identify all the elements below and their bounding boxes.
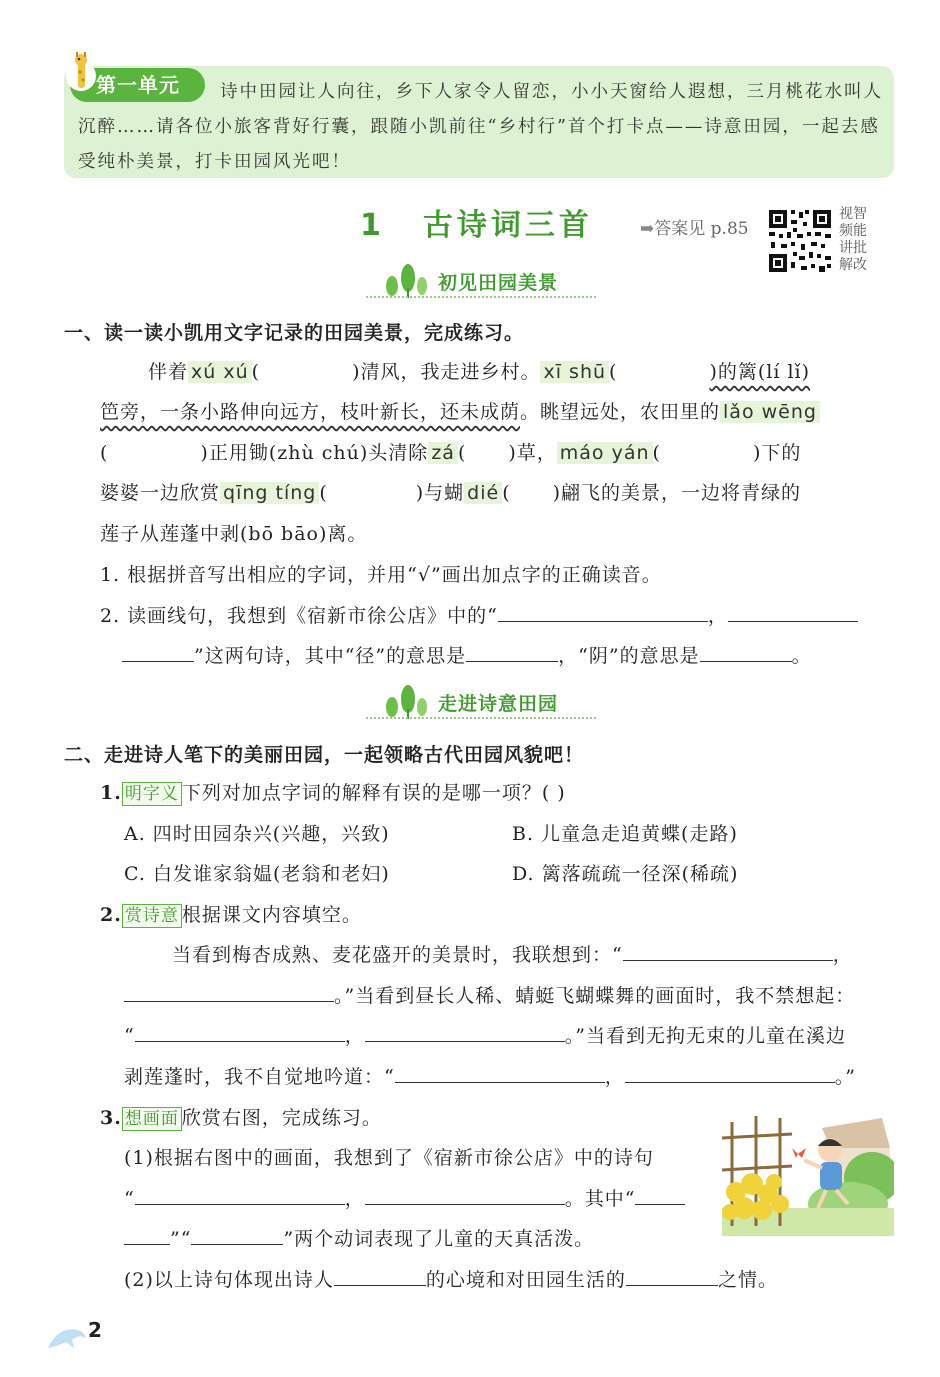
plant-icon (378, 264, 432, 300)
page-number: 2 (88, 1318, 102, 1342)
section1-question: 一、读一读小凯用文字记录的田园美景，完成练习。 (64, 322, 525, 344)
answer-blank[interactable] (700, 639, 792, 662)
answer-blank[interactable] (626, 1263, 718, 1286)
answer-blank[interactable] (625, 1060, 835, 1083)
section1-q2-line2: ”这两句诗，其中“径”的意思是 ，“阴”的意思是 。 (122, 636, 812, 676)
q3-part1-blanks: “ ， 。其中“ (124, 1179, 685, 1219)
q3-part1: (1)根据右图中的画面，我想到了《宿新市徐公店》中的诗句 (124, 1147, 654, 1169)
lesson-title-text: 古诗词三首 (422, 208, 593, 243)
arrow-right-icon: ➡ (640, 219, 655, 239)
answer-blank[interactable] (135, 1182, 345, 1205)
section1-q1: 1. 根据拼音写出相应的字词，并用“√”画出加点字的正确读音。 (100, 564, 662, 586)
section-header-1 (366, 264, 598, 298)
answer-blank[interactable] (498, 599, 708, 622)
answer-blank[interactable] (623, 938, 833, 961)
passage-line-4: 婆婆一边欣赏 qīng tíng ( )与蝴 dié ( )翩飞的美景，一边将青绿的 (100, 482, 802, 504)
answer-blank[interactable] (124, 979, 334, 1002)
unit-intro-text: 诗中田园让人向往，乡下人家令人留恋，小小天窗给人遐想，三月桃花水叫人沉醉……请各位小旅客背好行囊，跟随小凯前往“乡村行”首个打卡点——诗意田园，一起去感受纯朴美景，打卡田园风光吧！ (78, 82, 883, 172)
section1-q2-line1: 2. 读画线句，我想到《宿新市徐公店》中的“ ， (100, 596, 858, 636)
section-divider-1 (366, 296, 596, 298)
children-chasing-butterfly-illustration (722, 1108, 894, 1236)
q2-line-2: 。”当看到昼长人稀、蜻蜓飞蝴蝶舞的画面时，我不禁想起： (124, 976, 855, 1016)
section2-question: 二、走进诗人笔下的美丽田园，一起领略古代田园风貌吧！ (64, 744, 585, 766)
section2-q3: 3. 想画面 欣赏右图，完成练习。 (100, 1107, 382, 1129)
tag-label: 明字义 (122, 782, 182, 806)
answer-blank[interactable] (395, 1060, 605, 1083)
q2-line-1: 当看到梅杏成熟、麦花盛开的美景时，我联想到：“ ， (172, 935, 853, 975)
passage-line-2: 笆旁，一条小路伸向远方，枝叶新长，还未成荫。眺望远处，农田里的 lǎo wēng (100, 392, 820, 432)
section-title-1: 初见田园美景 (438, 272, 559, 294)
answer-blank[interactable] (334, 1263, 426, 1286)
option-d[interactable]: D. 篱落疏疏一径深(稀疏) (512, 863, 739, 885)
answer-blank[interactable] (728, 599, 858, 622)
lesson-title (360, 200, 593, 244)
qr-caption: 视智频能讲批解改 (839, 206, 867, 273)
section2-q2: 2. 赏诗意 根据课文内容填空。 (100, 904, 362, 926)
option-b[interactable]: B. 儿童急走追黄蝶(走路) (512, 823, 738, 845)
answer-reference: ➡答案见 p.85 (640, 219, 749, 239)
dolphin-icon (44, 1318, 88, 1354)
section-title-2: 走进诗意田园 (438, 693, 559, 715)
unit-badge: 第一单元 (70, 68, 205, 102)
q2-line-3: “ ， 。”当看到无拘无束的儿童在溪边 (124, 1016, 846, 1056)
answer-blank[interactable] (191, 1222, 283, 1245)
qr-code-icon[interactable] (767, 208, 833, 274)
passage-line-3: ( )正用锄(zhù chú)头清除 zá ( )草， máo yán ( )下的 (100, 442, 802, 464)
passage-line-5: 莲子从莲蓬中剥(bō bāo)离。 (100, 523, 368, 545)
tag-label: 想画面 (122, 1107, 182, 1131)
answer-blank[interactable] (122, 639, 194, 662)
answer-blank[interactable] (635, 1182, 685, 1205)
section2-q1: 1. 明字义 下列对加点字词的解释有误的是哪一项？( ) (100, 782, 566, 804)
q3-part1-verbs: ”“ ”两个动词表现了儿童的天真活泼。 (124, 1219, 594, 1259)
answer-blank[interactable] (135, 1019, 345, 1042)
section-divider-2 (366, 717, 596, 719)
plant-icon (378, 685, 432, 721)
answer-blank[interactable] (365, 1182, 565, 1205)
answer-blank[interactable] (124, 1222, 170, 1245)
option-a[interactable]: A. 四时田园杂兴(兴趣，兴致) (124, 823, 390, 845)
option-c[interactable]: C. 白发谁家翁媪(老翁和老妇) (124, 863, 390, 885)
answer-blank[interactable] (365, 1019, 565, 1042)
q2-line-4: 剥莲蓬时，我不自觉地吟道：“ ， 。” (124, 1057, 856, 1097)
answer-blank[interactable] (466, 639, 558, 662)
lesson-number: 1 (360, 208, 385, 243)
tag-label: 赏诗意 (122, 904, 182, 928)
q3-part2: (2)以上诗句体现出诗人 的心境和对田园生活的 之情。 (124, 1260, 778, 1300)
section-header-2 (366, 685, 598, 719)
passage-line-1: 伴着 xú xú ( )清风，我走进乡村。 xī shū ( )的篱(lí lǐ) (148, 361, 811, 383)
